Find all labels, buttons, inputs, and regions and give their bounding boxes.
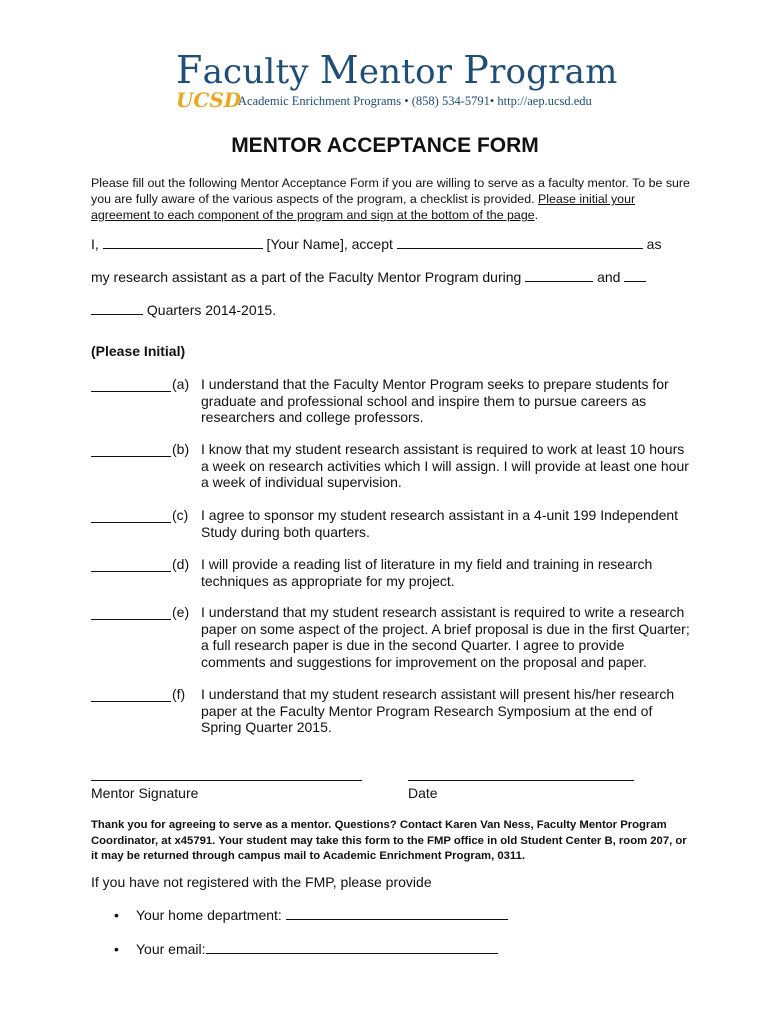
intro-text: Please fill out the following Mentor Acceptance Form if you are willing to serve as a faculty mentor. To be sure you are fully aware of the various aspects of the program, a checklist is provided. [91,176,690,206]
home-department-field[interactable] [286,907,508,920]
title-letter: P [463,48,490,92]
title-letter: F [176,48,203,92]
thanks-note: Thank you for agreeing to serve as a mentor. Questions? Contact Karen Van Ness, Faculty Mentor Program Coordinator, at x45791. Your student may take this form to the FMP office in old Student Center B, room 207, or it may be returned through campus mail to Academic Enrichment Program, 0311. [91,819,687,862]
statement-text: my research assistant as a part of the Faculty Mentor Program during [91,269,526,285]
statement-text: Quarters 2014-2015. [143,302,277,318]
quarter-end-blank-cont[interactable] [91,302,143,315]
title-letter: M [319,48,359,92]
item-letter: (d) [172,556,190,572]
title-word: rogram [489,52,618,92]
item-text-d: I will provide a reading list of literature in my field and training in research techniques as appropriate for my project. [201,556,653,589]
bullet-icon: • [114,907,119,923]
register-prompt: If you have not registered with the FMP, please provide [91,874,432,890]
quarter-start-blank[interactable] [525,269,593,282]
form-title: MENTOR ACCEPTANCE FORM [231,134,539,157]
intro-end: . [534,208,539,222]
item-text-a: I understand that the Faculty Mentor Program seeks to prepare students for graduate and professional school and inspire them to pursue careers as researchers and college professors. [201,376,669,425]
statement-line-1 [91,236,661,252]
initial-blank-d[interactable] [91,557,171,572]
item-text-b: I know that my student research assistant is required to work at least 10 hours a week on research activities which I will assign. I will provide at least one hour a week of individual supervision. [201,441,689,490]
item-text-f: I understand that my student research assistant will present his/her research paper at the Faculty Mentor Program Research Symposium at the end of Spring Quarter 2015. [201,686,675,735]
mentor-signature-label: Mentor Signature [91,785,199,801]
program-contact-line: Academic Enrichment Programs • (858) 534-5791• http://aep.ucsd.edu [238,94,592,108]
intro-paragraph [91,175,691,223]
item-letter: (f) [172,686,186,702]
statement-text: and [593,269,625,285]
item-text-e: I understand that my student research assistant is required to write a research paper on some aspect of the project. A brief proposal is due in the first Quarter; a full research paper is due in the second Quarter. I agree to provide comments and suggestions for improvement on the proposal and paper. [201,604,690,670]
statement-line-3 [91,302,276,318]
initial-blank-a[interactable] [91,377,171,392]
intro-instruction: Please initial your agreement to each component of the program and sign at the bottom of the page [91,192,636,222]
student-name-blank[interactable] [397,236,643,249]
name-blank[interactable] [103,236,263,249]
mentor-signature-line[interactable] [91,779,362,781]
home-department-label: Your home department: [136,907,286,923]
item-letter: (c) [172,507,189,523]
email-label: Your email: [136,941,206,957]
initial-blank-c[interactable] [91,508,171,523]
initial-blank-e[interactable] [91,605,171,620]
initial-blank-b[interactable] [91,442,171,457]
initial-heading: (Please Initial) [91,343,186,359]
statement-text: [Your Name], accept [262,236,397,252]
item-text-c: I agree to sponsor my student research assistant in a 4-unit 199 Independent Study during both quarters. [201,507,679,540]
statement-text: I, [91,236,103,252]
program-title [176,48,618,92]
bullet-icon: • [114,941,119,957]
statement-text: as [642,236,662,252]
item-letter: (e) [172,604,190,620]
date-line[interactable] [408,779,634,781]
item-letter: (a) [172,376,190,392]
ucsd-logo-text: UCSD [176,88,242,112]
home-department-row [136,907,508,923]
date-label: Date [408,785,438,801]
statement-line-2 [91,269,646,285]
initial-blank-f[interactable] [91,687,171,702]
email-field[interactable] [206,941,498,954]
email-row [136,941,498,957]
title-word: entor [358,52,464,92]
title-word: aculty [202,52,320,92]
quarter-end-blank[interactable] [624,269,646,282]
item-letter: (b) [172,441,190,457]
